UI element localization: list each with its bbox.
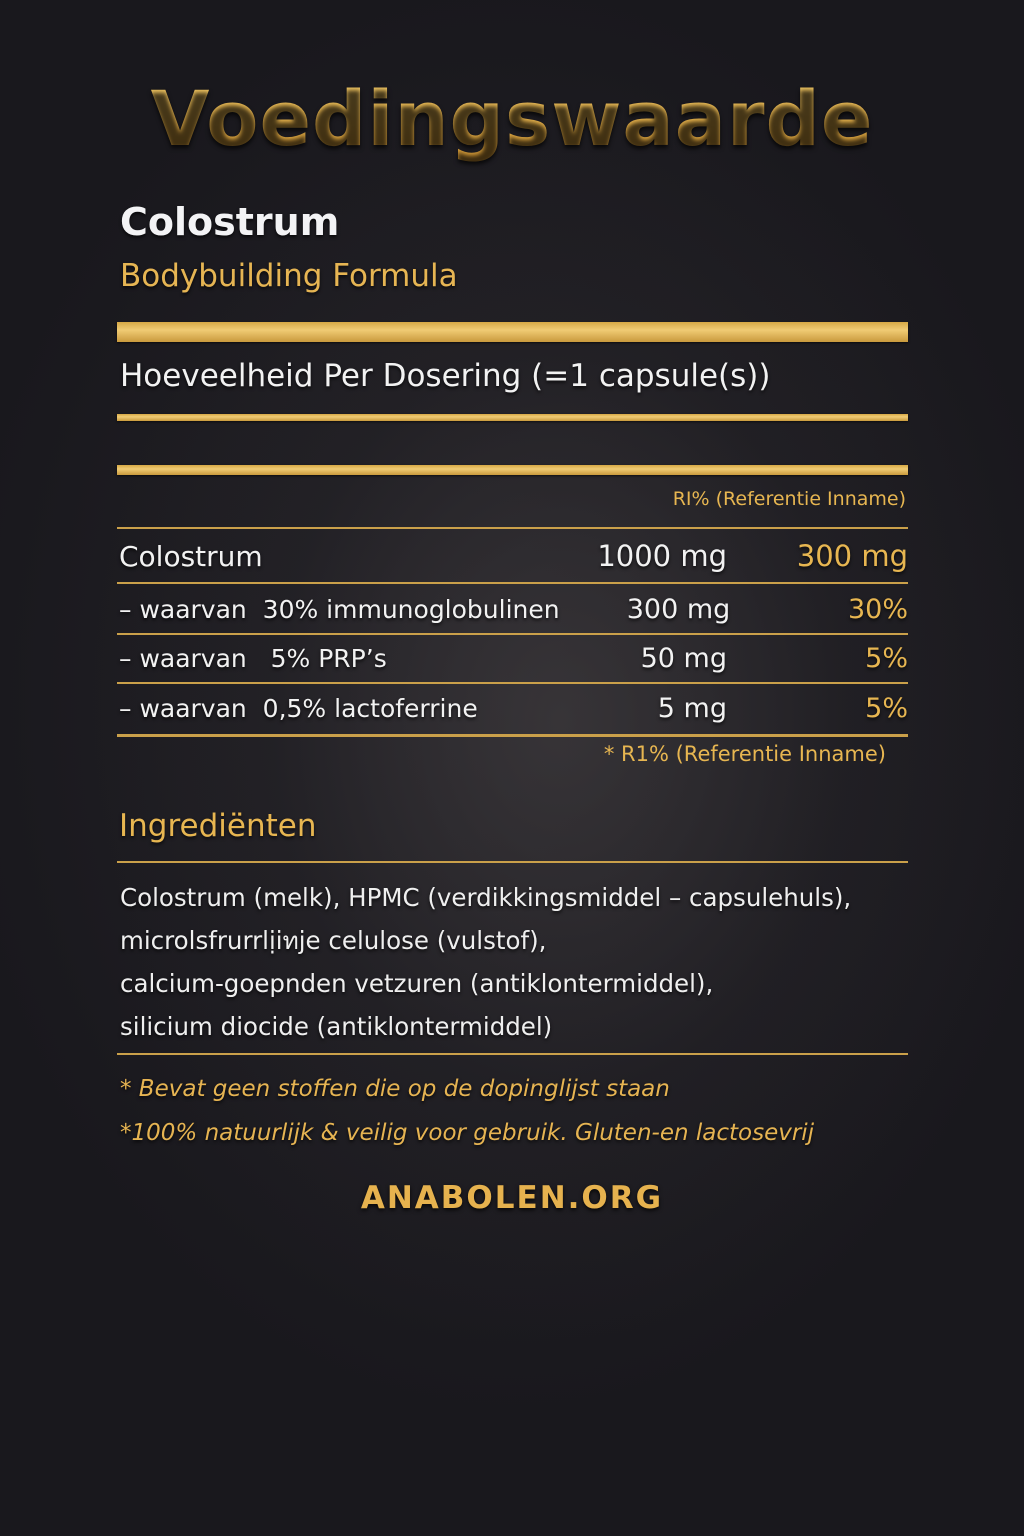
ingredients-title: Ingrediënten bbox=[119, 808, 317, 844]
product-subtitle: Bodybuilding Formula bbox=[120, 258, 458, 294]
note-doping: * Bevat geen stoffen die op de dopinglijst staan bbox=[120, 1076, 670, 1102]
row-ri: 300 mg bbox=[796, 539, 908, 573]
ingredients-divider bbox=[117, 861, 908, 863]
row-ri: 5% bbox=[865, 642, 908, 674]
ingredient-line: silicium diocide (antiklontermiddel) bbox=[120, 1012, 553, 1041]
row-label: – waarvan 30% immunoglobulinen bbox=[119, 594, 560, 624]
row-amount: 1000 mg bbox=[597, 539, 727, 573]
ingredient-line: microlsfrurrlịiทje celulose (vulstof), bbox=[120, 926, 547, 955]
table-row bbox=[119, 684, 908, 732]
note-natural: *100% natuurlijk & veilig voor gebruik. Gluten-en lactosevrij bbox=[120, 1120, 815, 1146]
page-title: Voedingswaarde bbox=[0, 74, 1024, 163]
gold-divider-top bbox=[117, 322, 908, 342]
row-ri: 30% bbox=[847, 593, 908, 625]
table-divider bbox=[117, 527, 908, 529]
ingredient-line: calcium-goepnden vetzuren (antiklontermiddel), bbox=[120, 969, 714, 998]
row-amount: 50 mg bbox=[640, 642, 727, 674]
table-row bbox=[119, 585, 908, 633]
row-label: – waarvan 5% PRP’s bbox=[119, 643, 387, 673]
table-divider bbox=[117, 582, 908, 584]
table-divider bbox=[117, 734, 908, 737]
row-amount: 5 mg bbox=[657, 692, 727, 724]
ri-column-header: RI% (Referentie Inname) bbox=[672, 488, 906, 510]
ri-footnote: * R1% (Referentie Inname) bbox=[603, 742, 886, 766]
row-label: Colostrum bbox=[119, 539, 263, 573]
table-row bbox=[119, 634, 908, 682]
ingredient-line: Colostrum (melk), HPMC (verdikkingsmiddel – capsulehuls), bbox=[120, 883, 852, 912]
serving-size-label: Hoeveelheid Per Dosering (=1 capsule(s)) bbox=[120, 358, 771, 394]
gold-divider bbox=[117, 465, 908, 475]
row-label: – waarvan 0,5% lactoferrine bbox=[119, 693, 478, 723]
brand-logo-text: ANABOLEN.ORG bbox=[360, 1180, 664, 1216]
row-ri: 5% bbox=[865, 692, 908, 724]
ingredients-list bbox=[120, 876, 920, 1048]
ingredients-divider bbox=[117, 1053, 908, 1055]
product-name: Colostrum bbox=[120, 200, 340, 244]
row-amount: 300 mg bbox=[626, 593, 731, 625]
table-row bbox=[119, 532, 908, 580]
gold-divider bbox=[117, 414, 908, 421]
